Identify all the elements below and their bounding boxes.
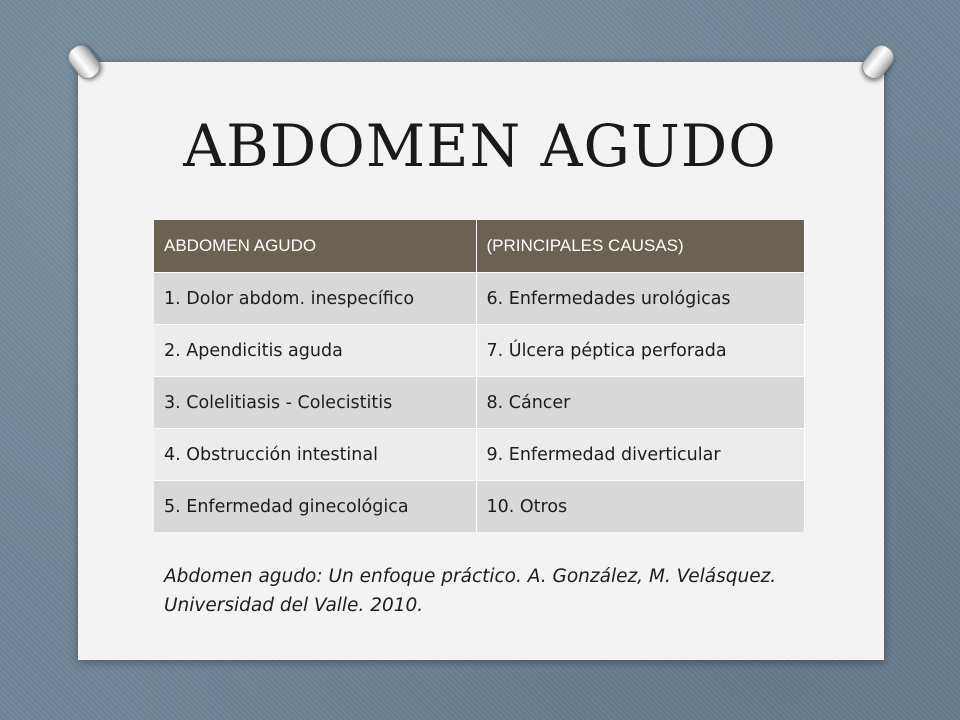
table-header-row bbox=[154, 220, 804, 273]
column-header: (PRINCIPALES CAUSAS) bbox=[476, 220, 804, 273]
table-row bbox=[154, 429, 804, 481]
table-cell: 4. Obstrucción intestinal bbox=[154, 429, 476, 481]
table-row bbox=[154, 325, 804, 377]
column-header: ABDOMEN AGUDO bbox=[154, 220, 476, 273]
table-row bbox=[154, 273, 804, 325]
table-row bbox=[154, 377, 804, 429]
table-cell: 10. Otros bbox=[476, 481, 804, 533]
table-cell: 1. Dolor abdom. inespecífico bbox=[154, 273, 476, 325]
citation-text: Abdomen agudo: Un enfoque práctico. A. González, M. Velásquez. Universidad del Valle. 2010. bbox=[164, 566, 777, 616]
slide-title: ABDOMEN AGUDO bbox=[183, 112, 777, 180]
table-cell: 8. Cáncer bbox=[476, 377, 804, 429]
table-cell: 3. Colelitiasis - Colecistitis bbox=[154, 377, 476, 429]
table-cell: 6. Enfermedades urológicas bbox=[476, 273, 804, 325]
causes-table bbox=[154, 220, 805, 532]
table-cell: 7. Úlcera péptica perforada bbox=[476, 325, 804, 377]
table-cell: 5. Enfermedad ginecológica bbox=[154, 481, 476, 533]
table-cell: 9. Enfermedad diverticular bbox=[476, 429, 804, 481]
table-cell: 2. Apendicitis aguda bbox=[154, 325, 476, 377]
table-row bbox=[154, 481, 804, 533]
